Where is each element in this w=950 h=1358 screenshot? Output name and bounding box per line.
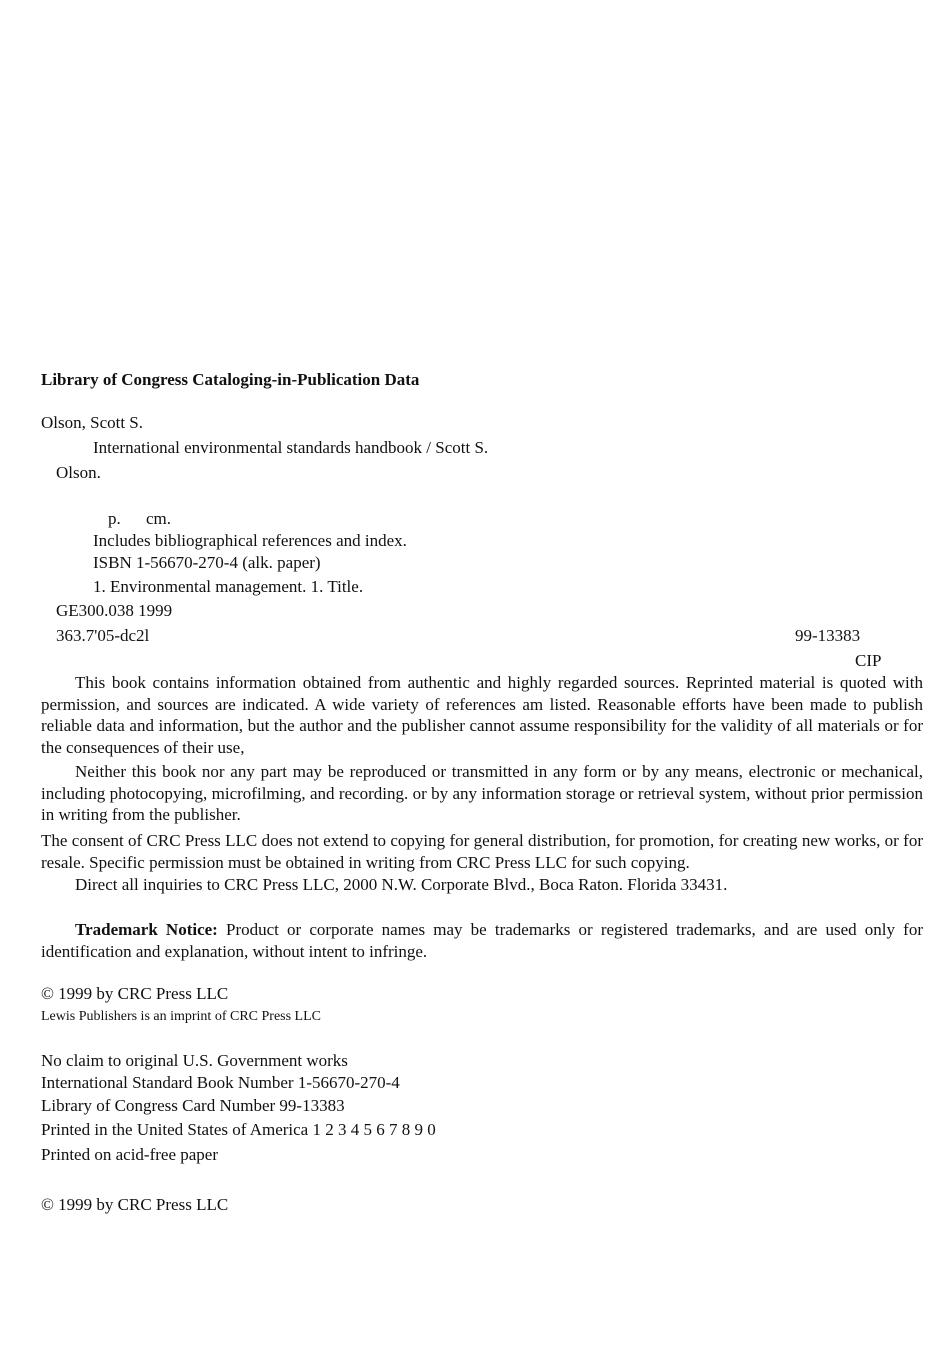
lccn-line: Library of Congress Card Number 99-13383 bbox=[41, 1096, 345, 1115]
cip-author: Olson, Scott S. bbox=[41, 413, 144, 432]
printed-in-line: Printed in the United States of America 1 2 3 4 5 6 7 8 9 0 bbox=[41, 1120, 436, 1139]
legal-paragraph-inquiries: Direct all inquiries to CRC Press LLC, 2000 N.W. Corporate Blvd., Boca Raton. Florida 33431. bbox=[75, 875, 728, 894]
trademark-label: Trademark Notice: bbox=[75, 920, 218, 939]
cip-lccn: 99-13383 bbox=[795, 626, 861, 645]
cip-subject: 1. Environmental management. 1. Title. bbox=[93, 577, 364, 596]
legal-paragraph-consent: The consent of CRC Press LLC does not extend to copying for general distribution, for promotion, for creating new works, or for resale. Specific permission must be obtained in writing from CRC Press LLC for such copying. bbox=[41, 831, 923, 872]
cip-dewey: 363.7'05-dc2l bbox=[56, 626, 150, 645]
cip-isbn: ISBN 1-56670-270-4 (alk. paper) bbox=[93, 553, 321, 572]
cip-pages: p. bbox=[108, 509, 121, 528]
trademark-text: Product or corporate names may be trademarks or registered trademarks, and are used only for identification and explanation, without intent to infringe. bbox=[41, 920, 923, 961]
cip-lc-class: GE300.038 1999 bbox=[56, 601, 173, 620]
acid-free-line: Printed on acid-free paper bbox=[41, 1145, 218, 1164]
legal-paragraph-sources: This book contains information obtained from authentic and highly regarded sources. Reprinted material is quoted with permission, and sources are indicated. A wide variety of references am listed. Reasonable efforts have been made to publish reliable data and information, but the author and the publisher cannot assume responsibility for the validity of all materials or for the consequences of their use, bbox=[41, 673, 923, 757]
isbn-line: International Standard Book Number 1-56670-270-4 bbox=[41, 1073, 400, 1092]
cip-cm: cm. bbox=[146, 509, 172, 528]
cip-title-line1: International environmental standards handbook / Scott S. bbox=[93, 438, 489, 457]
footer-copyright: © 1999 by CRC Press LLC bbox=[41, 1195, 229, 1214]
cip-notes: Includes bibliographical references and index. bbox=[93, 531, 407, 550]
cip-title-line2: Olson. bbox=[56, 463, 101, 482]
cip-label: CIP bbox=[855, 651, 882, 670]
copyright-line: © 1999 by CRC Press LLC bbox=[41, 984, 229, 1003]
imprint-line: Lewis Publishers is an imprint of CRC Press LLC bbox=[41, 1009, 321, 1024]
legal-paragraph-reproduction: Neither this book nor any part may be reproduced or transmitted in any form or by any means, electronic or mechanical, including photocopying, microfilming, and recording. or by any information storage or retrieval system, without prior permission in writing from the publisher. bbox=[41, 762, 923, 824]
cip-heading: Library of Congress Cataloging-in-Publication Data bbox=[41, 370, 420, 389]
government-works-line: No claim to original U.S. Government works bbox=[41, 1051, 348, 1070]
trademark-notice bbox=[41, 919, 923, 962]
